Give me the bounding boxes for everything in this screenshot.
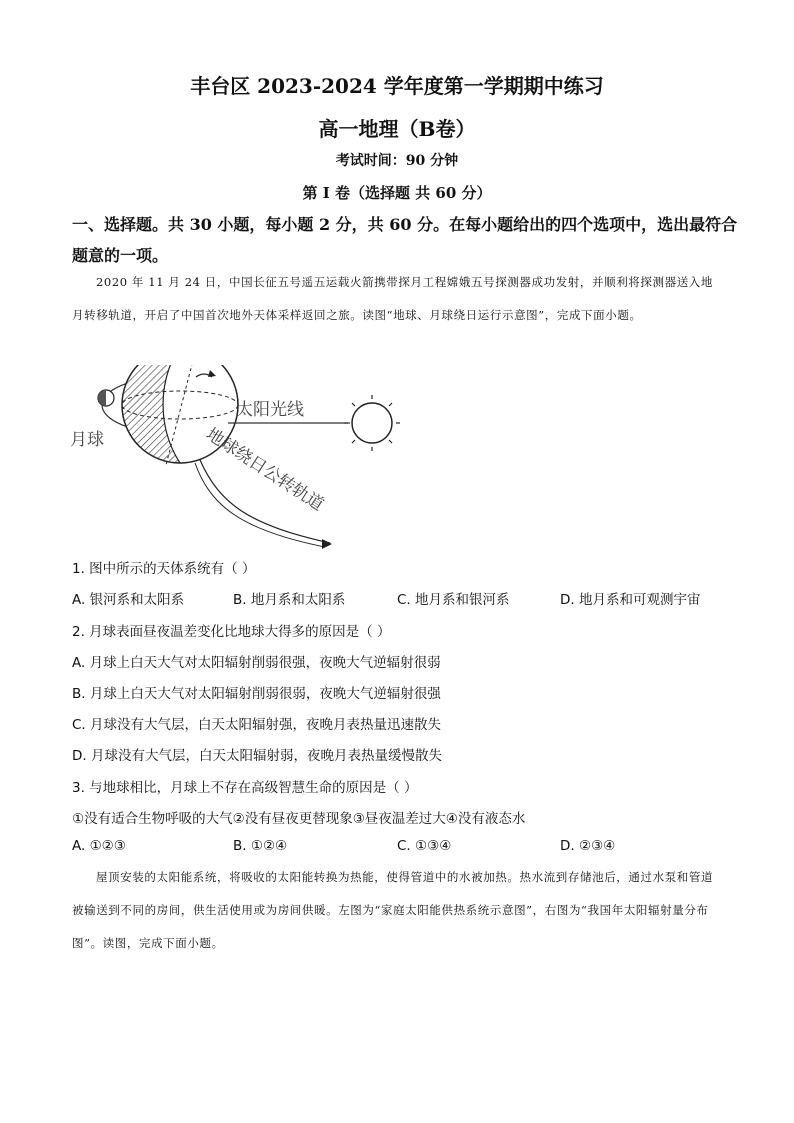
page-title: 丰台区 2023-2024 学年度第一学期期中练习 — [190, 74, 604, 98]
exam-time: 考试时间：90 分钟 — [335, 153, 459, 169]
q2-option-d[interactable]: D. 月球没有大气层，白天太阳辐射弱，夜晚月表热量缓慢散失 — [72, 748, 442, 764]
q3-stem: 3. 与地球相比，月球上不存在高级智慧生命的原因是（ ） — [72, 780, 418, 796]
q1-option-b[interactable]: B. 地月系和太阳系 — [233, 592, 346, 608]
passage-1: 2020 年 11 月 24 日，中国长征五号遥五运载火箭携带探月工程嫦娥五号探测器成功发射，并顺利将探测器送入地月转移轨道，开启了中国首次地外天体采样返回之旅。读图“地球、月球绕日运行示意图”，完成下面小题。 — [72, 275, 714, 322]
part-heading: 第 I 卷（选择题 共 60 分） — [302, 184, 492, 202]
q3-option-a[interactable]: A. ①②③ — [72, 838, 126, 854]
q3-statements: ①没有适合生物呼吸的大气②没有昼夜更替现象③昼夜温差过大④没有液态水 — [72, 811, 526, 827]
sun-icon — [344, 395, 400, 451]
moon-label: 月球 — [70, 430, 104, 450]
q2-option-a[interactable]: A. 月球上白天大气对太阳辐射削弱很强，夜晚大气逆辐射很弱 — [72, 655, 441, 671]
earth-moon-orbit-figure — [60, 365, 420, 550]
q1-option-d[interactable]: D. 地月系和可观测宇宙 — [560, 592, 701, 608]
orbit-label: 地球绕日公转轨道 — [202, 424, 328, 516]
q3-option-b[interactable]: B. ①②④ — [233, 838, 288, 854]
q3-option-c[interactable]: C. ①③④ — [397, 838, 452, 854]
passage-2: 屋顶安装的太阳能系统，将吸收的太阳能转换为热能，使得管道中的水被加热。热水流到存储池后，通过水泵和管道被输送到不同的房间，供生活使用或为房间供暖。左图为“家庭太阳能供热系统示意图”，右图为“我国年太阳辐射量分布图”。读图，完成下面小题。 — [72, 870, 714, 950]
q2-option-c[interactable]: C. 月球没有大气层，白天太阳辐射强，夜晚月表热量迅速散失 — [72, 717, 442, 733]
page-subtitle: 高一地理（B卷） — [318, 117, 476, 141]
q2-option-b[interactable]: B. 月球上白天大气对太阳辐射削弱很弱，夜晚大气逆辐射很强 — [72, 686, 441, 702]
section-instruction-line1: 一、选择题。共 30 小题，每小题 2 分，共 60 分。在每小题给出的四个选项中，选出最符合 — [72, 215, 738, 234]
section-instruction-line2: 题意的一项。 — [72, 246, 169, 265]
q3-option-d[interactable]: D. ②③④ — [560, 838, 616, 854]
q1-stem: 1. 图中所示的天体系统有（ ） — [72, 561, 256, 577]
sunlight-label: 太阳光线 — [236, 400, 304, 420]
q1-option-a[interactable]: A. 银河系和太阳系 — [72, 592, 185, 608]
q2-stem: 2. 月球表面昼夜温差变化比地球大得多的原因是（ ） — [72, 624, 391, 640]
q1-option-c[interactable]: C. 地月系和银河系 — [397, 592, 510, 608]
